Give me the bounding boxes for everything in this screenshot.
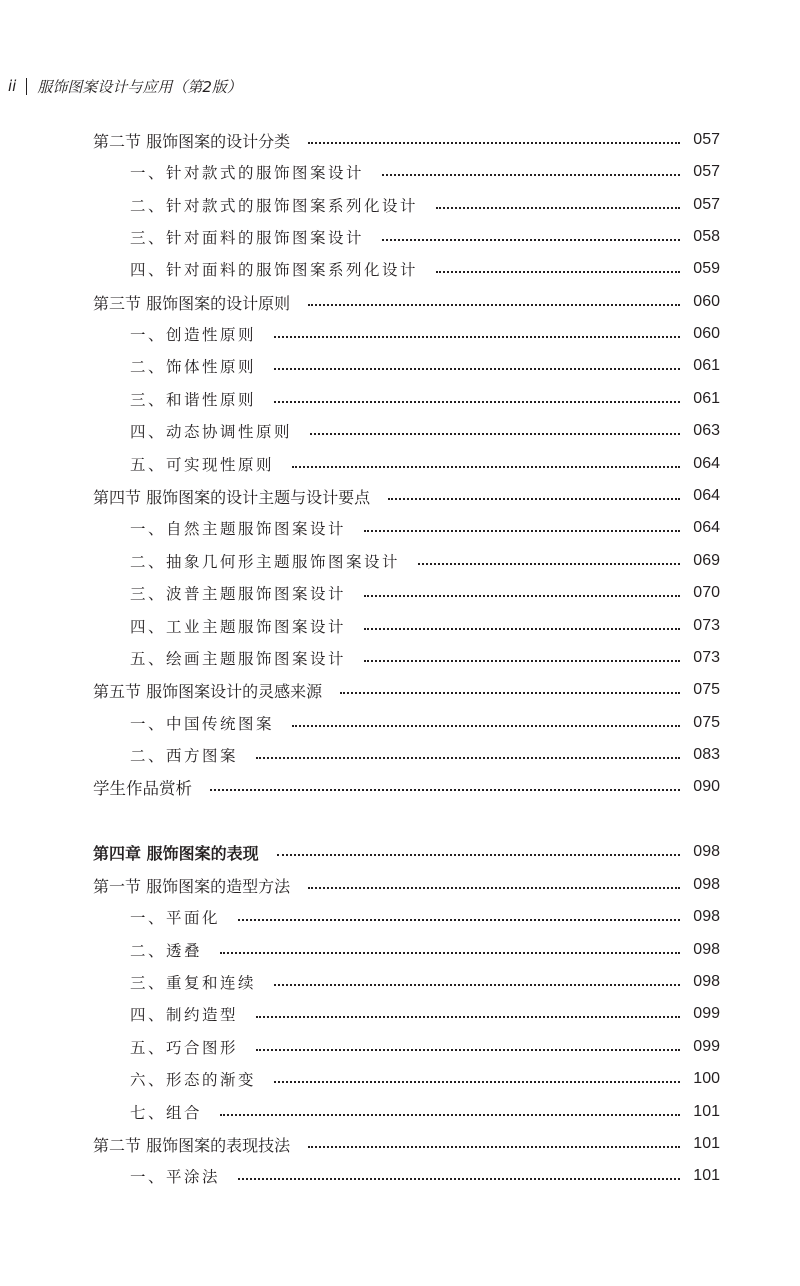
toc-entry-title: 三、重复和连续 — [130, 974, 257, 992]
dot-leader — [436, 271, 680, 273]
toc-section[interactable] — [93, 677, 720, 703]
toc-item[interactable] — [130, 159, 720, 185]
toc-item[interactable] — [130, 1001, 720, 1027]
toc-entry-title: 一、平涂法 — [130, 1168, 221, 1186]
toc-item[interactable] — [130, 256, 720, 282]
dot-leader — [220, 952, 680, 954]
toc-entry-title: 二、透叠 — [130, 942, 203, 960]
toc-page-number: 063 — [693, 422, 720, 439]
toc-entry-title: 二、西方图案 — [130, 747, 239, 765]
dot-leader — [256, 1049, 680, 1051]
toc-page-number: 101 — [693, 1167, 720, 1184]
toc-item[interactable] — [130, 969, 720, 995]
toc-item[interactable] — [130, 645, 720, 671]
toc-item[interactable] — [130, 451, 720, 477]
toc-section[interactable] — [93, 127, 720, 153]
toc-page-number: 059 — [693, 260, 720, 277]
toc-item[interactable] — [130, 613, 720, 639]
toc-entry-title: 第四章 服饰图案的表现 — [93, 843, 259, 863]
toc-page-number: 069 — [693, 552, 720, 569]
toc-page-number: 090 — [693, 778, 720, 795]
dot-leader — [308, 887, 680, 889]
toc-page-number: 098 — [693, 876, 720, 893]
dot-leader — [238, 1178, 680, 1180]
toc-item[interactable] — [130, 321, 720, 347]
toc-page-number: 075 — [693, 681, 720, 698]
toc-page-number: 098 — [693, 973, 720, 990]
toc-entry-title: 二、针对款式的服饰图案系列化设计 — [130, 197, 419, 215]
dot-leader — [292, 466, 680, 468]
toc-page-number: 075 — [693, 714, 720, 731]
toc-page-number: 064 — [693, 455, 720, 472]
toc-item[interactable] — [130, 353, 720, 379]
toc-entry-title: 学生作品赏析 — [93, 779, 192, 798]
toc-section[interactable] — [93, 774, 720, 800]
dot-leader — [382, 174, 680, 176]
dot-leader — [364, 660, 680, 662]
toc-page-number: 101 — [693, 1103, 720, 1120]
toc-item[interactable] — [130, 904, 720, 930]
toc-page-number: 098 — [693, 941, 720, 958]
dot-leader — [340, 692, 680, 694]
dot-leader — [388, 498, 680, 500]
toc-item[interactable] — [130, 224, 720, 250]
toc-entry-title: 二、抽象几何形主题服饰图案设计 — [130, 553, 401, 571]
dot-leader — [364, 628, 680, 630]
dot-leader — [364, 595, 680, 597]
toc-page-number: 060 — [693, 325, 720, 342]
toc-item[interactable] — [130, 418, 720, 444]
toc-page-number: 064 — [693, 519, 720, 536]
toc-item[interactable] — [130, 710, 720, 736]
toc-page-number: 073 — [693, 617, 720, 634]
toc-page-number: 061 — [693, 357, 720, 374]
toc-page-number: 098 — [693, 908, 720, 925]
dot-leader — [238, 919, 680, 921]
dot-leader — [256, 757, 680, 759]
toc-entry-title: 第三节 服饰图案的设计原则 — [93, 293, 291, 313]
toc-item[interactable] — [130, 1066, 720, 1092]
dot-leader — [220, 1114, 680, 1116]
toc-item[interactable] — [130, 548, 720, 574]
toc-entry-title: 五、可实现性原则 — [130, 456, 275, 474]
toc-page-number: 070 — [693, 584, 720, 601]
toc-page-number: 083 — [693, 746, 720, 763]
book-title: 服饰图案设计与应用（第2版） — [37, 77, 242, 96]
toc-page-number: 060 — [693, 293, 720, 310]
dot-leader — [436, 207, 680, 209]
dot-leader — [210, 789, 680, 791]
toc-page-number: 101 — [693, 1135, 720, 1152]
toc-entry-title: 四、动态协调性原则 — [130, 423, 293, 441]
dot-leader — [418, 563, 680, 565]
toc-entry-title: 一、创造性原则 — [130, 326, 257, 344]
toc-section[interactable] — [93, 289, 720, 315]
toc-chapter[interactable] — [93, 839, 720, 865]
dot-leader — [292, 725, 680, 727]
dot-leader — [308, 1146, 680, 1148]
toc-item[interactable] — [130, 580, 720, 606]
dot-leader — [382, 239, 680, 241]
toc-entry-title: 三、针对面料的服饰图案设计 — [130, 229, 365, 247]
toc-entry-title: 一、针对款式的服饰图案设计 — [130, 164, 365, 182]
toc-entry-title: 五、巧合图形 — [130, 1039, 239, 1057]
toc-page-number: 100 — [693, 1070, 720, 1087]
dot-leader — [274, 1081, 680, 1083]
toc-page-number: 064 — [693, 487, 720, 504]
toc-entry-title: 第五节 服饰图案设计的灵感来源 — [93, 681, 323, 701]
page-number: ii — [8, 77, 17, 95]
dot-leader — [310, 433, 680, 435]
toc-entry-title: 三、波普主题服饰图案设计 — [130, 585, 347, 603]
toc-entry-title: 四、针对面料的服饰图案系列化设计 — [130, 261, 419, 279]
dot-leader — [274, 336, 680, 338]
toc-page-number: 058 — [693, 228, 720, 245]
toc-item[interactable] — [130, 386, 720, 412]
dot-leader — [308, 142, 680, 144]
toc-entry-title: 七、组合 — [130, 1104, 203, 1122]
toc-entry-title: 一、中国传统图案 — [130, 715, 275, 733]
toc-entry-title: 第四节 服饰图案的设计主题与设计要点 — [93, 487, 371, 507]
toc-item[interactable] — [130, 937, 720, 963]
toc-entry-title: 六、形态的渐变 — [130, 1071, 257, 1089]
toc-entry-title: 四、制约造型 — [130, 1006, 239, 1024]
toc-item[interactable] — [130, 1099, 720, 1125]
toc-page-number: 098 — [693, 843, 720, 860]
toc-page-number: 057 — [693, 163, 720, 180]
toc-section[interactable] — [93, 872, 720, 898]
dot-leader — [308, 304, 680, 306]
dot-leader — [274, 368, 680, 370]
toc-entry-title: 第二节 服饰图案的表现技法 — [93, 1135, 291, 1155]
toc-item[interactable] — [130, 192, 720, 218]
toc-page-number: 073 — [693, 649, 720, 666]
toc-page-number: 057 — [693, 131, 720, 148]
toc-item[interactable] — [130, 1034, 720, 1060]
toc-entry-title: 第二节 服饰图案的设计分类 — [93, 131, 291, 151]
toc-entry-title: 五、绘画主题服饰图案设计 — [130, 650, 347, 668]
toc-entry-title: 一、平面化 — [130, 909, 221, 927]
dot-leader — [274, 984, 680, 986]
toc-entry-title: 三、和谐性原则 — [130, 391, 257, 409]
dot-leader — [256, 1016, 680, 1018]
dot-leader — [274, 401, 680, 403]
toc-item[interactable] — [130, 742, 720, 768]
dot-leader — [364, 530, 680, 532]
toc-page-number: 099 — [693, 1038, 720, 1055]
toc-page-number: 099 — [693, 1005, 720, 1022]
toc-item[interactable] — [130, 515, 720, 541]
toc-entry-title: 四、工业主题服饰图案设计 — [130, 618, 347, 636]
toc-entry-title: 一、自然主题服饰图案设计 — [130, 520, 347, 538]
dot-leader — [277, 854, 680, 856]
toc-entry-title: 第一节 服饰图案的造型方法 — [93, 876, 291, 896]
toc-page-number: 061 — [693, 390, 720, 407]
toc-page-number: 057 — [693, 196, 720, 213]
toc-entry-title: 二、饰体性原则 — [130, 358, 257, 376]
toc-item[interactable] — [130, 1163, 720, 1189]
toc-section[interactable] — [93, 1131, 720, 1157]
toc-section[interactable] — [93, 483, 720, 509]
